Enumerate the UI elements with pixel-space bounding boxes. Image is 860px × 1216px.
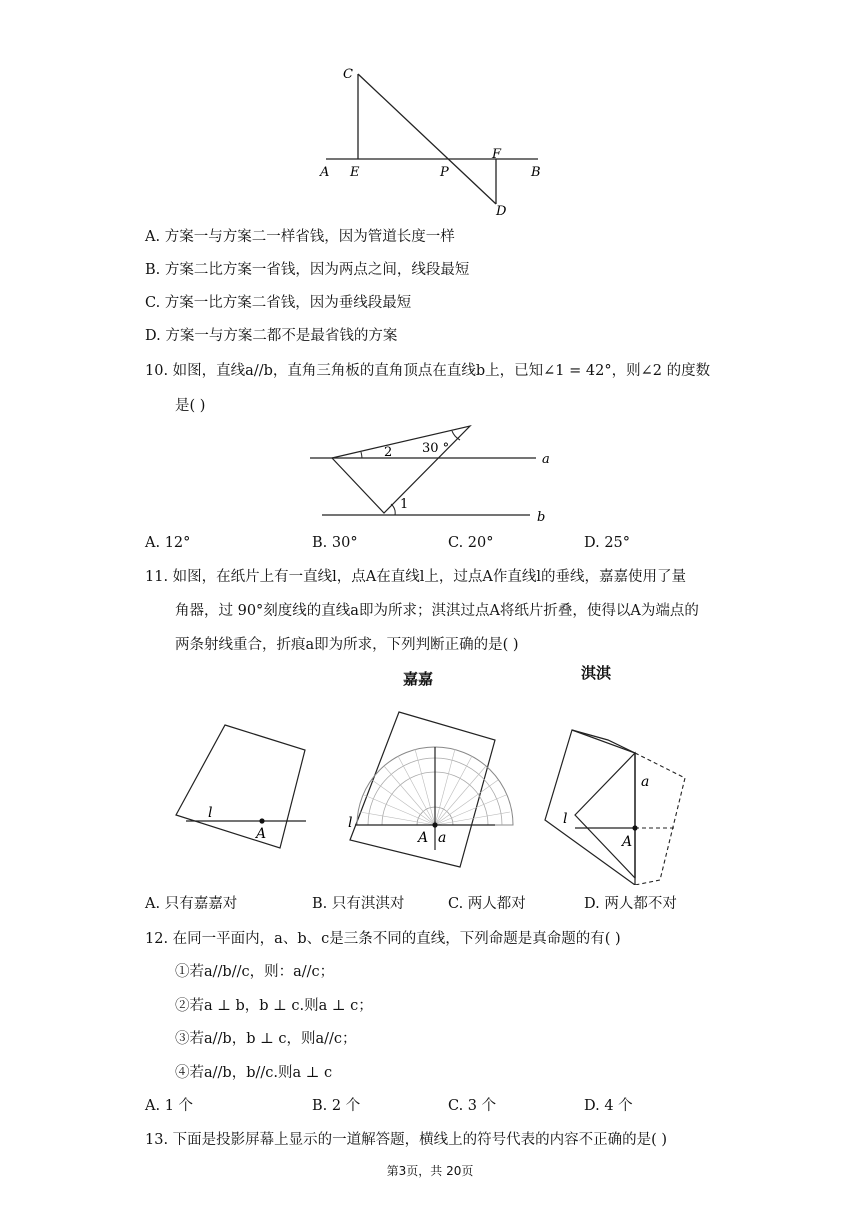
label-P: P xyxy=(440,165,449,180)
q11-title-jiajia: 嘉嘉 xyxy=(403,670,434,688)
q12-item-1: ①若a//b//c，则：a//c； xyxy=(175,964,335,980)
q11-option-c: C. 两人都对 xyxy=(448,896,526,912)
q11-fig2-label-l: l xyxy=(348,815,353,831)
q11-option-a: A. 只有嘉嘉对 xyxy=(145,896,238,912)
q10-option-d: D. 25° xyxy=(584,535,631,551)
q10-option-a: A. 12° xyxy=(145,535,191,551)
q9-option-a: A. 方案一与方案二一样省钱，因为管道长度一样 xyxy=(145,229,455,245)
label-B: B xyxy=(531,165,541,180)
q11-option-d: D. 两人都不对 xyxy=(584,896,677,912)
q10-option-b: B. 30° xyxy=(312,535,358,551)
q10-angle-1-label: 1 xyxy=(400,497,409,512)
q11-fig1-label-A: A xyxy=(256,826,267,842)
q12-item-3: ③若a//b，b ⊥ c，则a//c； xyxy=(175,1031,357,1047)
q11-fig2-label-A: A xyxy=(418,830,429,846)
q10-angle-2-label: 2 xyxy=(384,445,393,460)
q9-option-b: B. 方案二比方案一省钱，因为两点之间，线段最短 xyxy=(145,262,470,278)
q11-title-qiqi: 淇淇 xyxy=(581,664,612,682)
q11-fig3-label-A: A xyxy=(622,834,633,850)
q10-line-a-label: a xyxy=(542,452,550,467)
label-D: D xyxy=(496,204,507,219)
q11-question-line3: 两条射线重合，折痕a即为所求，下列判断正确的是( ) xyxy=(175,637,519,653)
q11-question-line1: 11. 如图，在纸片上有一直线l，点A在直线l上，过点A作直线l的垂线，嘉嘉使用了量 xyxy=(145,569,687,585)
label-F: F xyxy=(492,147,502,162)
q13-question-line1: 13. 下面是投影屏幕上显示的一道解答题，横线上的符号代表的内容不正确的是( ) xyxy=(145,1132,668,1148)
q11-fig3-label-a: a xyxy=(641,774,650,790)
q10-question-line2: 是( ) xyxy=(175,398,206,414)
q11-fig1-label-l: l xyxy=(208,805,213,821)
label-E: E xyxy=(350,165,360,180)
label-C: C xyxy=(343,67,353,82)
q10-line-b-label: b xyxy=(537,510,546,525)
q9-option-c: C. 方案一比方案二省钱，因为垂线段最短 xyxy=(145,295,412,311)
q12-option-c: C. 3 个 xyxy=(448,1098,497,1114)
q11-option-b: B. 只有淇淇对 xyxy=(312,896,405,912)
q12-option-d: D. 4 个 xyxy=(584,1098,633,1114)
figure-q9 xyxy=(310,60,550,225)
q12-option-b: B. 2 个 xyxy=(312,1098,361,1114)
q12-item-4: ④若a//b，b//c.则a ⊥ c xyxy=(175,1065,333,1081)
figure-q10 xyxy=(300,418,560,530)
q11-fig2-label-a: a xyxy=(438,830,447,846)
q9-option-d: D. 方案一与方案二都不是最省钱的方案 xyxy=(145,328,398,344)
q12-option-a: A. 1 个 xyxy=(145,1098,194,1114)
label-A: A xyxy=(320,165,330,180)
q10-angle-30-label: 30 ° xyxy=(422,441,450,456)
q10-question-line1: 10. 如图，直线a//b，直角三角板的直角顶点在直线b上，已知∠1 = 42°，则∠2 的度数 xyxy=(145,363,711,379)
q11-question-line2: 角器，过 90°刻度线的直线a即为所求；淇淇过点A将纸片折叠，使得以A为端点的 xyxy=(175,603,699,619)
page-footer: 第3页，共 20页 xyxy=(386,1164,474,1178)
q10-option-c: C. 20° xyxy=(448,535,494,551)
figure-q11 xyxy=(170,700,700,885)
q11-fig3-label-l: l xyxy=(563,811,568,827)
q12-item-2: ②若a ⊥ b，b ⊥ c.则a ⊥ c； xyxy=(175,998,373,1014)
q12-question-line1: 12. 在同一平面内，a、b、c是三条不同的直线，下列命题是真命题的有( ) xyxy=(145,931,621,947)
